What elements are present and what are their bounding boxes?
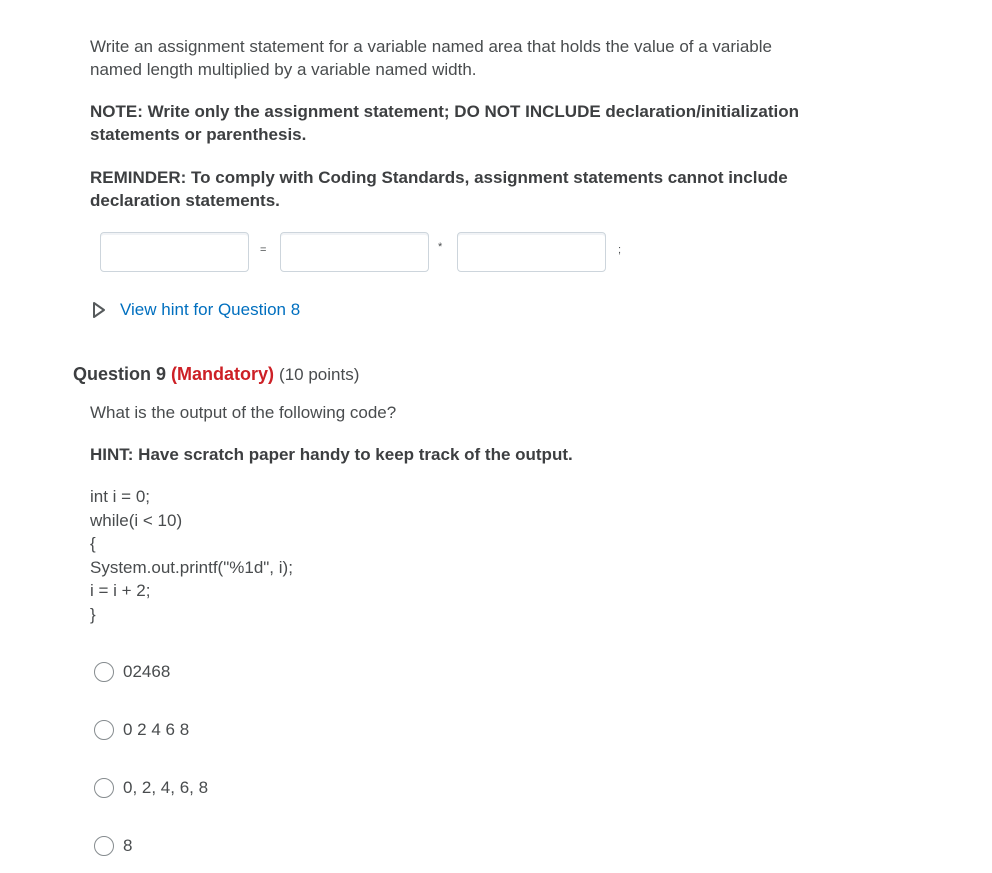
radio-button[interactable] [94,836,114,856]
mandatory-badge: (Mandatory) [171,364,275,384]
code-line: } [90,604,96,624]
question-8-note: NOTE: Write only the assignment statement; DO NOT INCLUDE declaration/initialization statements or parenthesis. [90,102,800,144]
code-line: int i = 0; [90,487,151,506]
code-line: System.out.printf("%1d", i); [90,557,293,577]
answer-option-2[interactable] [94,718,189,742]
question-9-points: (10 points) [279,365,360,384]
answer-option-1[interactable] [94,660,170,684]
radio-button[interactable] [94,720,114,740]
statement-terminator: ; [618,244,622,256]
question-8-prompt: Write an assignment statement for a variable named area that holds the value of a variable named length multiplied by a variable named width. [90,37,772,79]
blank-input-2[interactable] [280,232,429,272]
answer-option-3[interactable] [94,776,208,800]
view-hint-toggle[interactable] [92,298,300,322]
question-9-hint: HINT: Have scratch paper handy to keep track of the output. [90,445,573,464]
question-8-reminder: REMINDER: To comply with Coding Standards, assignment statements cannot include declaration statements. [90,168,788,210]
question-9-title: Question 9 [73,364,167,384]
answer-option-4[interactable] [94,834,132,858]
blank-input-1[interactable] [100,232,249,272]
option-label: 8 [123,836,133,855]
blank-input-3[interactable] [457,232,606,272]
code-block [90,485,293,626]
assign-operator: = [260,244,267,256]
code-line: { [90,534,96,553]
expand-triangle-icon [92,301,106,319]
option-label: 0, 2, 4, 6, 8 [123,778,209,797]
radio-button[interactable] [94,662,114,682]
option-label: 02468 [123,662,171,681]
code-line: i = i + 2; [90,581,151,600]
multiply-operator: * [438,241,443,253]
code-line: while(i < 10) [90,510,183,530]
option-label: 0 2 4 6 8 [123,720,190,739]
question-9-prompt: What is the output of the following code? [90,403,397,422]
radio-button[interactable] [94,778,114,798]
question-9-heading [73,364,359,385]
view-hint-link[interactable]: View hint for Question 8 [120,300,301,319]
